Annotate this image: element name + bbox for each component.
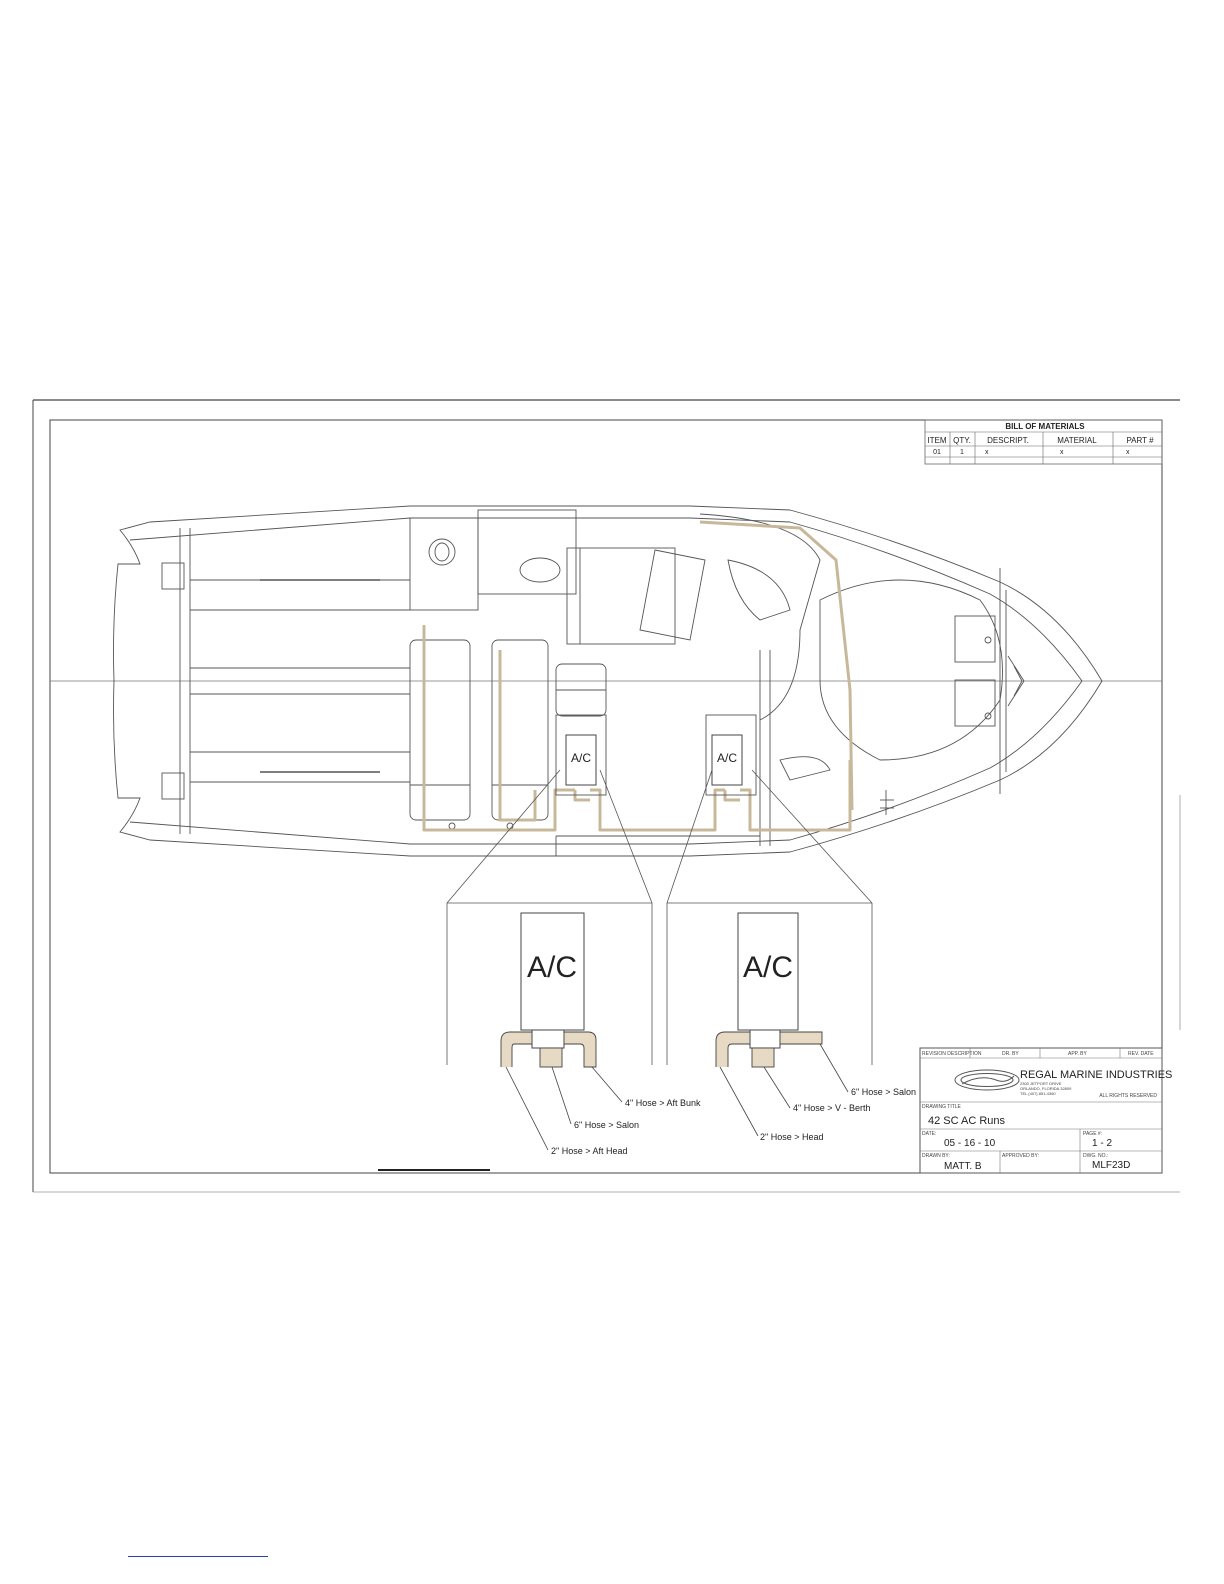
bom-header-description: DESCRIPT.: [987, 436, 1029, 445]
detail-right-callout-salon: 6" Hose > Salon: [851, 1087, 916, 1097]
title-block-company: REGAL MARINE INDUSTRIES: [1020, 1069, 1173, 1081]
plan-ac-unit-right: [706, 715, 756, 795]
bom-header-part: PART #: [1126, 436, 1154, 445]
title-block-rev-date-label: REV. DATE: [1128, 1051, 1154, 1057]
detail-left: [501, 913, 701, 1156]
bom-title: BILL OF MATERIALS: [1005, 422, 1085, 431]
title-block-rights: ALL RIGHTS RESERVED: [1099, 1093, 1157, 1099]
bom-cell-material: x: [1060, 449, 1064, 456]
title-block-drawing-title-label: DRAWING TITLE: [922, 1104, 961, 1110]
title-block-dwg-no: MLF23D: [1092, 1160, 1131, 1171]
detail-right-ac-label: A/C: [742, 951, 794, 984]
title-block-drawn-by: MATT. B: [944, 1161, 982, 1172]
plan-ac-unit-left: [556, 715, 606, 795]
title-block-phone: TEL (407) 851-4360: [1020, 1091, 1056, 1096]
plan-ac-label-right: A/C: [716, 751, 738, 765]
title-block-dr-by-label: DR. BY: [1002, 1051, 1019, 1057]
footer-link-underline[interactable]: [128, 1556, 268, 1557]
bom-cell-part: x: [1126, 449, 1130, 456]
plan-ac-label-left: A/C: [570, 751, 592, 765]
bom-cell-description: x: [985, 449, 989, 456]
detail-right-callout-head: 2" Hose > Head: [760, 1132, 824, 1142]
bom-header-material: MATERIAL: [1057, 436, 1097, 445]
title-block-address-1: 2300 JETPORT DRIVE: [1020, 1081, 1062, 1086]
title-block: [920, 1048, 1172, 1173]
hose-runs: [424, 522, 852, 830]
title-block-approved-by-label: APPROVED BY:: [1002, 1153, 1039, 1159]
title-block-drawn-by-label: DRAWN BY:: [922, 1153, 950, 1159]
detail-left-ac-label: A/C: [526, 951, 578, 984]
title-block-page: 1 - 2: [1092, 1138, 1113, 1149]
bom-header-qty: QTY.: [953, 436, 971, 445]
title-block-revision-label: REVISION DESCRIPTION: [922, 1051, 982, 1057]
title-block-page-label: PAGE #:: [1083, 1131, 1103, 1137]
detail-right: [716, 913, 916, 1142]
bom-cell-qty: 1: [960, 449, 964, 456]
title-block-address-2: ORLANDO, FLORIDA 32809: [1020, 1086, 1072, 1091]
title-block-drawing-title: 42 SC AC Runs: [928, 1115, 1006, 1127]
detail-left-callout-aft-head: 2" Hose > Aft Head: [551, 1146, 628, 1156]
detail-left-callout-aft-bunk: 4" Hose > Aft Bunk: [625, 1098, 701, 1108]
title-block-date-label: DATE:: [922, 1131, 937, 1137]
bom-cell-item: 01: [933, 449, 941, 456]
bill-of-materials: [925, 420, 1162, 464]
title-block-dwg-no-label: DWG. NO.:: [1083, 1153, 1109, 1159]
title-block-date: 05 - 16 - 10: [944, 1138, 996, 1149]
detail-projection-lines: [447, 770, 872, 1065]
detail-right-callout-v-berth: 4" Hose > V - Berth: [793, 1103, 871, 1113]
title-block-app-by-label: APP. BY: [1068, 1051, 1087, 1057]
detail-left-callout-salon: 6" Hose > Salon: [574, 1120, 639, 1130]
bom-header-item: ITEM: [927, 436, 947, 445]
